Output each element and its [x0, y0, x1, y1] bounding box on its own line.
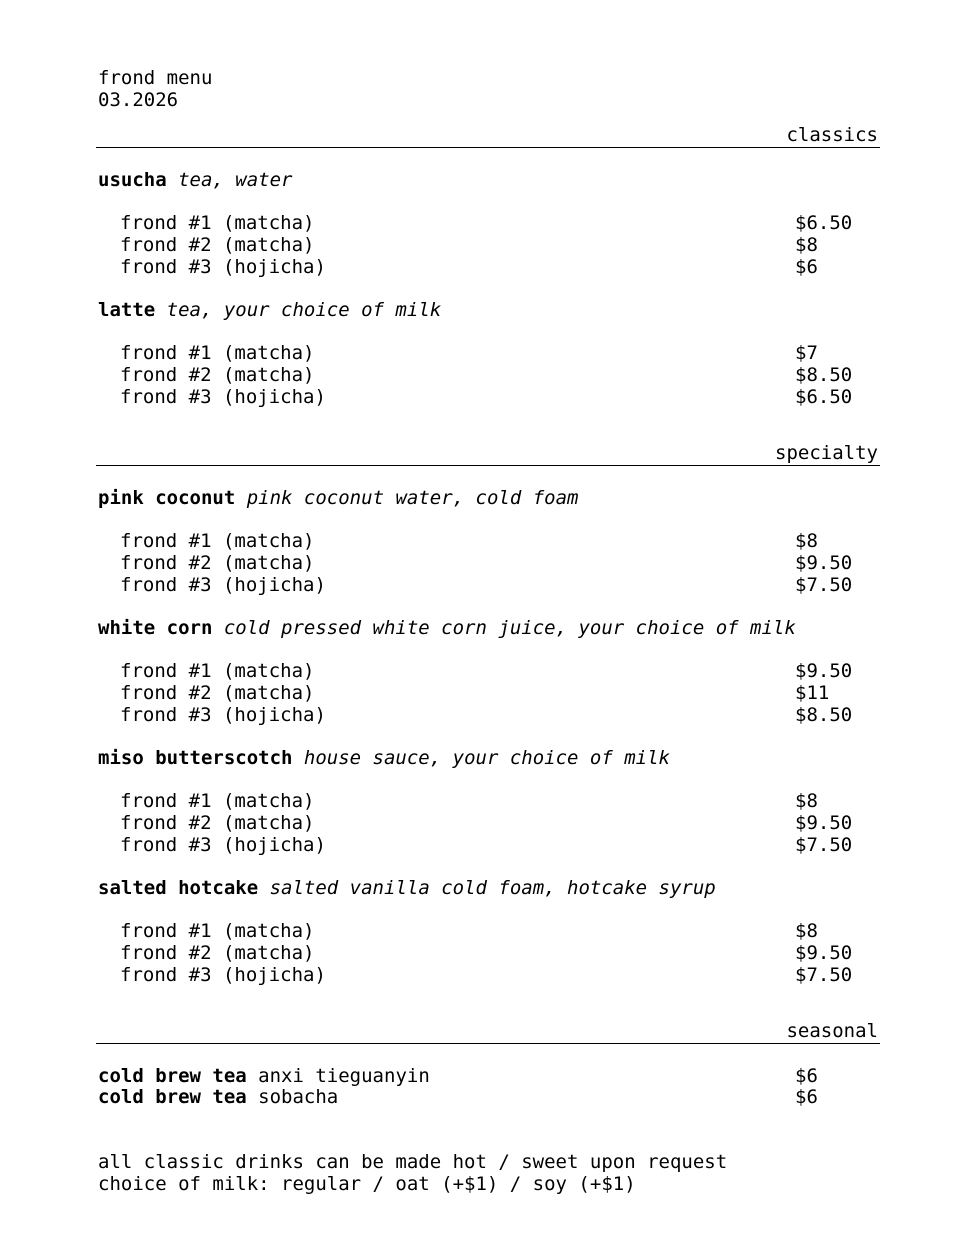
variant-price: $6	[795, 256, 818, 278]
drink-name: miso butterscotch	[98, 747, 293, 769]
section-header	[96, 429, 880, 466]
seasonal-detail: anxi tieguanyin	[258, 1065, 430, 1087]
section-body	[98, 148, 880, 408]
variant-label: frond #1 (matcha)	[120, 530, 315, 552]
variant-row	[98, 660, 880, 682]
variant-price: $7.50	[795, 964, 853, 986]
variant-label: frond #3 (hojicha)	[120, 386, 326, 408]
variant-row	[98, 234, 880, 256]
drink-title	[98, 299, 880, 321]
drink-description: tea, your choice of milk	[166, 299, 442, 321]
note-line: choice of milk: regular / oat (+$1) / soy (+$1)	[98, 1173, 636, 1195]
variant-row	[98, 834, 880, 856]
variant-label: frond #2 (matcha)	[120, 234, 315, 256]
variant-row	[98, 682, 880, 704]
drink-description: pink coconut water, cold foam	[246, 487, 579, 509]
seasonal-row	[98, 1065, 880, 1086]
note-line: all classic drinks can be made hot / sweet upon request	[98, 1151, 728, 1173]
variant-row	[98, 964, 880, 986]
variant-label: frond #3 (hojicha)	[120, 256, 326, 278]
drink-description: tea, water	[178, 169, 293, 191]
drink-title	[98, 747, 880, 769]
variant-label: frond #1 (matcha)	[120, 660, 315, 682]
section-title: seasonal	[786, 1020, 878, 1042]
menu-date: 03.2026	[98, 89, 179, 111]
variant-row	[98, 704, 880, 726]
variant-label: frond #3 (hojicha)	[120, 704, 326, 726]
variant-label: frond #2 (matcha)	[120, 812, 315, 834]
drink-title	[98, 877, 880, 899]
section-header	[96, 111, 880, 148]
variant-label: frond #1 (matcha)	[120, 212, 315, 234]
variant-row	[98, 530, 880, 552]
variant-row	[98, 790, 880, 812]
drink-description: house sauce, your choice of milk	[303, 747, 670, 769]
variant-price: $7.50	[795, 834, 853, 856]
variant-row	[98, 812, 880, 834]
variant-price: $7.50	[795, 574, 853, 596]
drink-name: latte	[98, 299, 156, 321]
menu-title: frond menu	[98, 67, 213, 89]
variant-list	[98, 342, 880, 408]
variant-row	[98, 552, 880, 574]
variant-label: frond #2 (matcha)	[120, 942, 315, 964]
variant-price: $11	[795, 682, 830, 704]
section-header	[96, 1007, 880, 1044]
seasonal-name: cold brew tea	[98, 1065, 247, 1087]
variant-price: $6.50	[795, 386, 853, 408]
section-title: classics	[786, 124, 878, 146]
variant-label: frond #3 (hojicha)	[120, 574, 326, 596]
drink-description: cold pressed white corn juice, your choice of milk	[223, 617, 796, 639]
variant-row	[98, 212, 880, 234]
seasonal-price: $6	[795, 1065, 818, 1087]
variant-price: $8	[795, 530, 818, 552]
drink-name: usucha	[98, 169, 167, 191]
variant-row	[98, 256, 880, 278]
variant-label: frond #3 (hojicha)	[120, 964, 326, 986]
variant-list	[98, 530, 880, 596]
variant-price: $7	[795, 342, 818, 364]
variant-price: $9.50	[795, 942, 853, 964]
variant-list	[98, 660, 880, 726]
variant-price: $6.50	[795, 212, 853, 234]
drink-name: white corn	[98, 617, 213, 639]
variant-price: $9.50	[795, 660, 853, 682]
seasonal-detail: sobacha	[258, 1086, 339, 1108]
variant-row	[98, 920, 880, 942]
drink-title	[98, 617, 880, 639]
variant-price: $9.50	[795, 812, 853, 834]
variant-row	[98, 342, 880, 364]
variant-row	[98, 942, 880, 964]
variant-label: frond #1 (matcha)	[120, 920, 315, 942]
section-body	[98, 466, 880, 986]
variant-price: $8.50	[795, 364, 853, 386]
section-title: specialty	[775, 442, 878, 464]
variant-price: $8	[795, 920, 818, 942]
drink-title	[98, 487, 880, 509]
menu-notes	[98, 1151, 880, 1195]
menu-sections	[98, 111, 880, 1107]
variant-list	[98, 790, 880, 856]
variant-price: $8.50	[795, 704, 853, 726]
variant-label: frond #2 (matcha)	[120, 364, 315, 386]
menu-page	[98, 67, 880, 1195]
drink-name: pink coconut	[98, 487, 236, 509]
seasonal-price: $6	[795, 1086, 818, 1108]
seasonal-name: cold brew tea	[98, 1086, 247, 1108]
section-body	[98, 1044, 880, 1107]
variant-price: $8	[795, 790, 818, 812]
drink-name: salted hotcake	[98, 877, 259, 899]
variant-row	[98, 574, 880, 596]
variant-label: frond #2 (matcha)	[120, 682, 315, 704]
variant-label: frond #2 (matcha)	[120, 552, 315, 574]
variant-label: frond #3 (hojicha)	[120, 834, 326, 856]
variant-price: $8	[795, 234, 818, 256]
variant-row	[98, 386, 880, 408]
drink-description: salted vanilla cold foam, hotcake syrup	[269, 877, 716, 899]
drink-title	[98, 169, 880, 191]
variant-label: frond #1 (matcha)	[120, 342, 315, 364]
seasonal-row	[98, 1086, 880, 1107]
variant-row	[98, 364, 880, 386]
variant-price: $9.50	[795, 552, 853, 574]
variant-list	[98, 212, 880, 278]
variant-list	[98, 920, 880, 986]
variant-label: frond #1 (matcha)	[120, 790, 315, 812]
